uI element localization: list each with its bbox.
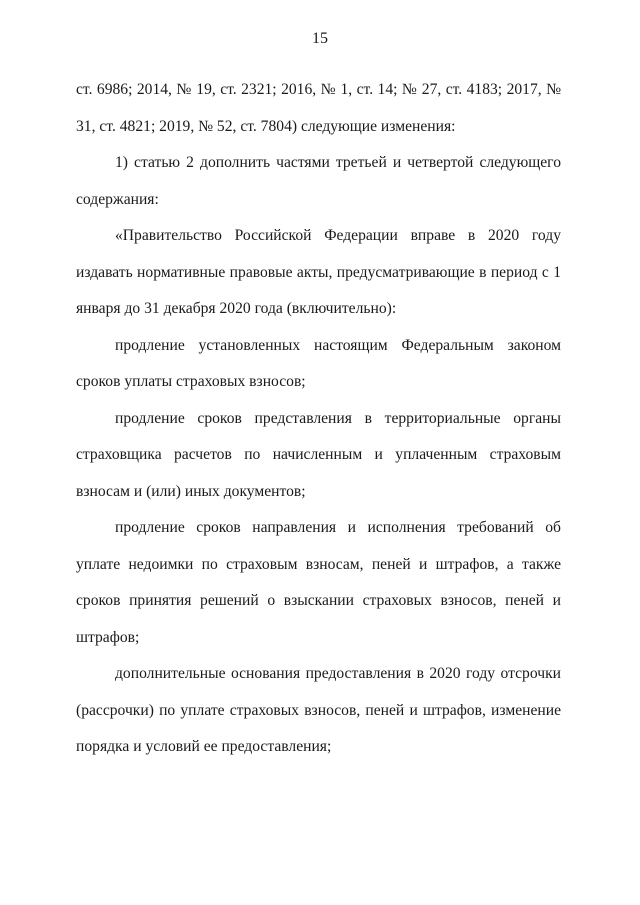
- paragraph-continuation: ст. 6986; 2014, № 19, ст. 2321; 2016, № 1, ст. 14; № 27, ст. 4183; 2017, № 31, ст. 4821; 2019, № 52, ст. 7804) следующие изменения:: [76, 81, 561, 135]
- paragraph-extension-payment-deadlines: продление установленных настоящим Федеральным законом сроков уплаты страховых взносов;: [76, 336, 561, 390]
- paragraph-government-powers: «Правительство Российской Федерации вправе в 2020 году издавать нормативные правовые акты, предусматривающие в период с 1 января до 31 декабря 2020 года (включительно):: [76, 227, 561, 317]
- paragraph-extension-demands: продление сроков направления и исполнения требований об уплате недоимки по страховым взносам, пеней и штрафов, а также сроков принятия решений о взыскании страховых взносов, пеней и штрафов;: [76, 519, 561, 646]
- document-body: [76, 72, 561, 766]
- paragraph-deferral-grounds: дополнительные основания предоставления в 2020 году отсрочки (рассрочки) по уплате страховых взносов, пеней и штрафов, изменение порядка и условий ее предоставления;: [76, 665, 561, 755]
- paragraph-item-1: 1) статью 2 дополнить частями третьей и четвертой следующего содержания:: [76, 154, 561, 208]
- page-number: 15: [312, 30, 328, 47]
- paragraph-extension-reporting-deadlines: продление сроков представления в территориальные органы страховщика расчетов по начисленным и уплаченным страховым взносам и (или) иных документов;: [76, 409, 561, 500]
